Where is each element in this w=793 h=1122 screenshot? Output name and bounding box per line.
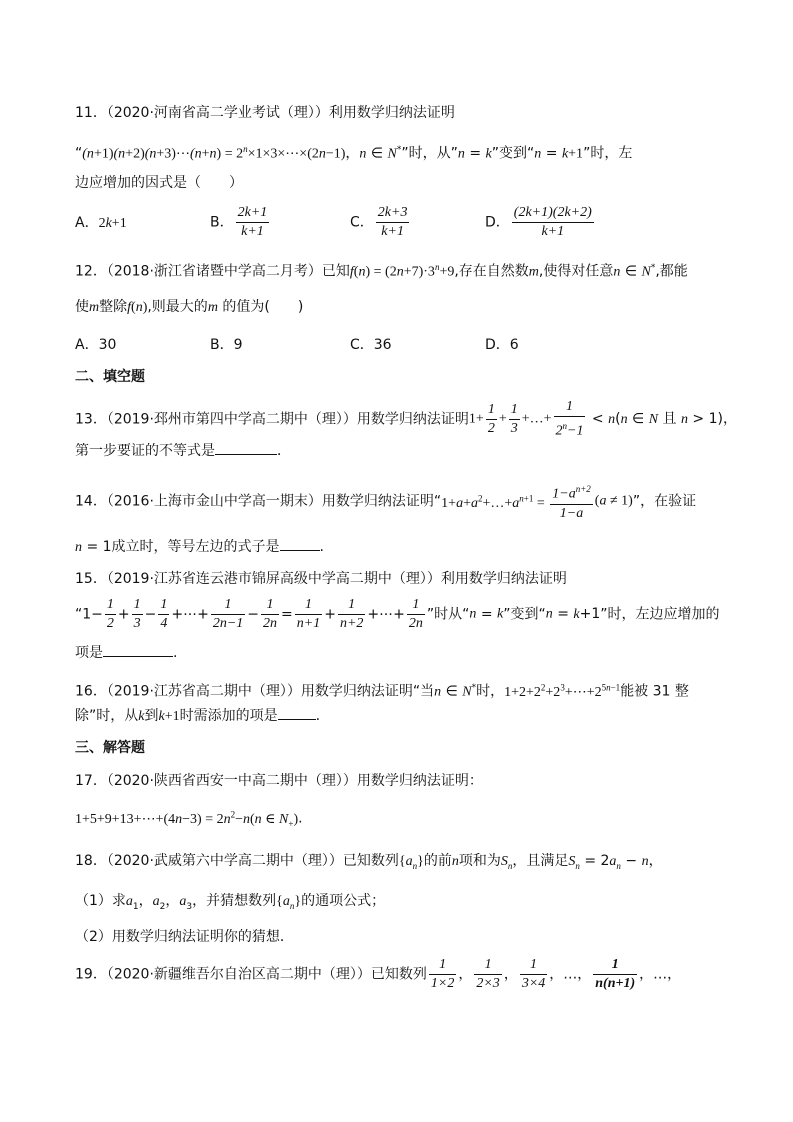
q18-part1: （1）求$a_1$，$a_2$，$a_3$，并猜想数列$\{a_n\}$的通项公式； — [75, 893, 386, 912]
q18-part2: （2）用数学归纳法证明你的猜想． — [75, 929, 294, 945]
q14-header: 14．（2016·上海市金山中学高一期末）用数学归纳法证明“$1+a+a^2+\dots+a^{n+1}$ = $\frac{1-a^{n+2}}{1-a}$ (a ≠ 1)”，在验证 — [75, 480, 733, 520]
q16-answer-blank[interactable] — [278, 705, 316, 720]
q16-header: 16．（2019·江苏省高二期中（理））用数学归纳法证明“当n ∈ N*时，$1+2+2^2+2^3+\cdots+2^{5n-1}$能被 31 整 — [75, 682, 689, 700]
q12-option-c[interactable]: C．36 — [350, 337, 392, 353]
q14-answer-blank[interactable] — [280, 536, 320, 551]
q19-header: 19．（2020·新疆维吾尔自治区高二期中（理））已知数列 $\frac{1}{1\times 2}$ ， $\frac{1}{2\times 3}$ ， $\frac{1}{3\times 4}$ ，…， $\frac{1}{n(n+1)}$ ，…， — [75, 957, 682, 991]
q12-option-a[interactable]: A．30 — [75, 337, 117, 353]
q15-formula-line: “1− $\frac{1}{2}$ + $\frac{1}{3}$ − $\frac{1}{4}$ +⋯+ $\frac{1}{2n-1}$ − $\frac{1}{2n}$ = $\frac{1}{n+1}$ + $\frac{1}{n+2}$ +⋯+ $\frac{1}{2n}$ ”时从“n = k”变到“n = k+1”时，左边应增加的 — [75, 597, 720, 631]
q13-header: 13．（2019·邳州市第四中学高二期中（理））用数学归纳法证明1+ $\frac{1}{2}$ + $\frac{1}{3}$ +…+ $\frac{1}{2^n-1}$ < n(n ∈ N 且 n > 1)， — [75, 399, 737, 439]
q12-line2: 使m整除f(n),则最大的m 的值为( ) — [75, 299, 304, 315]
q12-header: 12．（2018·浙江省诸暨中学高二月考）已知$f(n) = (2n+7)\cdot 3^n+9$,存在自然数m,使得对任意n ∈ N*,都能 — [75, 262, 688, 280]
q13-line2: 第一步要证的不等式是 ． — [75, 440, 733, 462]
q15-header: 15．（2019·江苏省连云港市锦屏高级中学高二期中（理））利用数学归纳法证明 — [75, 571, 567, 587]
q11-options — [75, 204, 733, 240]
q11-formula-line: “(n+1)(n+2)(n+3)⋯(n+n) = $2^n\times 1\times 3\times\cdots\times(2n-1)$，n ∈ N*”时，从”n = k”变到“n = k+1”时，左 — [75, 144, 633, 162]
q11-option-b[interactable]: B． $\frac{2k+1}{k+1}$ — [210, 205, 268, 239]
q12-option-b[interactable]: B．9 — [210, 337, 243, 353]
q11-option-d[interactable]: D． $\frac{(2k+1)(2k+2)}{k+1}$ — [485, 205, 592, 239]
q11-option-a[interactable]: A．2k+1 — [75, 215, 127, 231]
q15-line3: 项是 . — [75, 642, 733, 664]
section-fill-in-heading: 二、填空题 — [75, 369, 145, 385]
q17-formula: 1+5+9+13+⋯+(4n−3) = $2n^2-n(n$ ∈ $N_+$). — [75, 809, 303, 829]
q11-line2: 边应增加的因式是（ ） — [75, 175, 243, 191]
q15-answer-blank[interactable] — [103, 642, 173, 657]
q17-header: 17．（2020·陕西省西安一中高二期中（理））用数学归纳法证明： — [75, 773, 483, 789]
q11-option-c[interactable]: C． $\frac{2k+3}{k+1}$ — [350, 205, 408, 239]
q13-answer-blank[interactable] — [215, 440, 277, 455]
q18-header: 18．（2020·武威第六中学高二期中（理））已知数列$\{a_n\}$的前n项和为$S_n$，且满足$S_n = 2a_n - n$， — [75, 853, 663, 871]
q11-header: 11．（2020·河南省高二学业考试（理））利用数学归纳法证明 — [75, 105, 455, 121]
q12-option-d[interactable]: D．6 — [485, 337, 519, 353]
section-answer-heading: 三、解答题 — [75, 740, 145, 756]
q16-line2: 除”时，从k到k+1时需添加的项是 . — [75, 705, 733, 728]
q14-line2: n = 1成立时，等号左边的式子是 . — [75, 536, 733, 559]
